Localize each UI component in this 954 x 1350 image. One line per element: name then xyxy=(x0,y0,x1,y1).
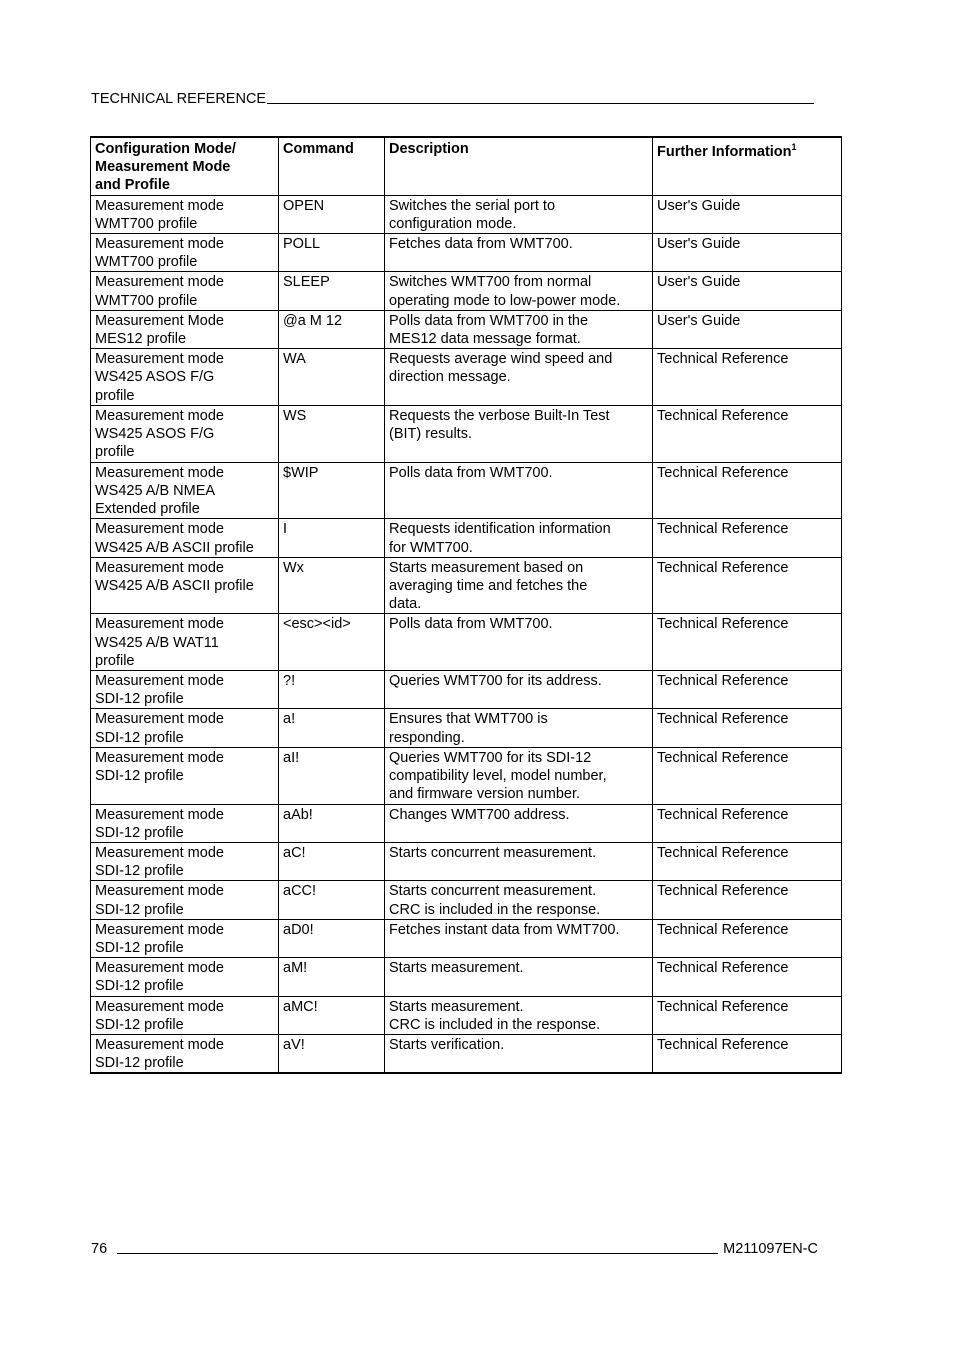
column-header-further-information xyxy=(653,137,842,195)
cell-command: POLL xyxy=(279,234,385,272)
cell-description-line: responding. xyxy=(389,729,465,746)
cell-description xyxy=(385,1034,653,1073)
cell-config-mode xyxy=(91,195,279,233)
table-row xyxy=(91,747,842,804)
cell-config-line: SDI-12 profile xyxy=(95,691,184,708)
header-rule xyxy=(267,103,814,104)
cell-further-information: Technical Reference xyxy=(653,614,842,671)
cell-description-line: Fetches instant data from WMT700. xyxy=(389,921,620,938)
cell-description-line: Changes WMT700 address. xyxy=(389,806,570,823)
cell-description-line: Fetches data from WMT700. xyxy=(389,236,573,253)
cell-config-mode xyxy=(91,519,279,557)
cell-config-line: WS425 ASOS F/G xyxy=(95,369,215,386)
cell-config-mode xyxy=(91,996,279,1034)
cell-further-information: Technical Reference xyxy=(653,349,842,406)
table-row xyxy=(91,996,842,1034)
cell-further-information: Technical Reference xyxy=(653,996,842,1034)
cell-description-line: Switches the serial port to xyxy=(389,197,556,214)
table-row xyxy=(91,405,842,462)
table-row xyxy=(91,195,842,233)
cell-config-mode xyxy=(91,462,279,519)
cell-config-mode xyxy=(91,881,279,919)
cell-config-line: Measurement mode xyxy=(95,711,224,728)
footer-rule xyxy=(117,1253,718,1254)
cell-description-line: for WMT700. xyxy=(389,539,473,556)
cell-command: aI! xyxy=(279,747,385,804)
cell-config-line: WS425 A/B NMEA xyxy=(95,483,216,500)
cell-config-line: Measurement mode xyxy=(95,616,224,633)
cell-description-line: Starts concurrent measurement. xyxy=(389,883,597,900)
cell-further-information: Technical Reference xyxy=(653,804,842,842)
cell-command: aV! xyxy=(279,1034,385,1073)
cell-command: @a M 12 xyxy=(279,310,385,348)
cell-config-line: SDI-12 profile xyxy=(95,824,184,841)
cell-command: I xyxy=(279,519,385,557)
cell-description xyxy=(385,462,653,519)
cell-config-line: Measurement mode xyxy=(95,960,224,977)
cell-command: aCC! xyxy=(279,881,385,919)
cell-description-line: Starts measurement based on xyxy=(389,559,584,576)
cell-config-line: SDI-12 profile xyxy=(95,978,184,995)
table-row xyxy=(91,958,842,996)
cell-description-line: data. xyxy=(389,596,422,613)
command-table-head xyxy=(91,137,842,195)
page-header xyxy=(91,91,814,107)
column-header-config-line: and Profile xyxy=(95,177,170,194)
column-header-command: Command xyxy=(279,137,385,195)
cell-config-mode xyxy=(91,234,279,272)
cell-description xyxy=(385,747,653,804)
table-row xyxy=(91,557,842,614)
cell-further-information: User's Guide xyxy=(653,234,842,272)
cell-config-line: Measurement mode xyxy=(95,197,224,214)
cell-config-line: Measurement mode xyxy=(95,883,224,900)
page-number: 76 xyxy=(91,1241,108,1257)
cell-config-line: SDI-12 profile xyxy=(95,729,184,746)
cell-description-line: Queries WMT700 for its address. xyxy=(389,673,602,690)
cell-config-line: SDI-12 profile xyxy=(95,939,184,956)
cell-config-mode xyxy=(91,958,279,996)
cell-description-line: Ensures that WMT700 is xyxy=(389,711,548,728)
cell-command: WS xyxy=(279,405,385,462)
cell-description xyxy=(385,557,653,614)
cell-config-line: SDI-12 profile xyxy=(95,863,184,880)
cell-config-line: Measurement mode xyxy=(95,998,224,1015)
cell-config-line: profile xyxy=(95,652,135,669)
cell-description-line: Polls data from WMT700 in the xyxy=(389,312,589,329)
cell-config-line: SDI-12 profile xyxy=(95,1016,184,1033)
cell-config-line: profile xyxy=(95,387,135,404)
cell-further-information: Technical Reference xyxy=(653,747,842,804)
cell-further-information: Technical Reference xyxy=(653,958,842,996)
cell-description-line: direction message. xyxy=(389,369,511,386)
cell-config-line: Measurement Mode xyxy=(95,312,224,329)
cell-command: $WIP xyxy=(279,462,385,519)
cell-command: aC! xyxy=(279,842,385,880)
cell-config-mode xyxy=(91,671,279,709)
cell-description xyxy=(385,842,653,880)
cell-description-line: Polls data from WMT700. xyxy=(389,616,553,633)
cell-description-line: Requests identification information xyxy=(389,521,611,538)
cell-description xyxy=(385,234,653,272)
cell-description-line: configuration mode. xyxy=(389,215,517,232)
table-row xyxy=(91,881,842,919)
column-header-further-label: Further Information xyxy=(657,144,792,160)
table-row xyxy=(91,310,842,348)
cell-further-information: User's Guide xyxy=(653,272,842,310)
cell-config-line: Measurement mode xyxy=(95,521,224,538)
cell-description xyxy=(385,349,653,406)
cell-further-information: Technical Reference xyxy=(653,557,842,614)
cell-config-line: WS425 ASOS F/G xyxy=(95,426,215,443)
cell-description-line: Starts concurrent measurement. xyxy=(389,844,597,861)
cell-config-line: WS425 A/B ASCII profile xyxy=(95,539,254,556)
cell-command: WA xyxy=(279,349,385,406)
cell-config-line: SDI-12 profile xyxy=(95,768,184,785)
cell-description-line: operating mode to low-power mode. xyxy=(389,292,621,309)
table-row xyxy=(91,709,842,747)
cell-config-line: Measurement mode xyxy=(95,407,224,424)
cell-config-line: Extended profile xyxy=(95,501,200,518)
cell-config-line: Measurement mode xyxy=(95,1036,224,1053)
cell-config-line: Measurement mode xyxy=(95,844,224,861)
cell-config-mode xyxy=(91,804,279,842)
cell-config-mode xyxy=(91,1034,279,1073)
cell-config-line: WMT700 profile xyxy=(95,215,198,232)
cell-command: OPEN xyxy=(279,195,385,233)
cell-description xyxy=(385,709,653,747)
table-row xyxy=(91,1034,842,1073)
cell-description xyxy=(385,614,653,671)
cell-config-mode xyxy=(91,349,279,406)
cell-description xyxy=(385,519,653,557)
cell-config-mode xyxy=(91,614,279,671)
cell-config-mode xyxy=(91,405,279,462)
cell-config-line: WMT700 profile xyxy=(95,254,198,271)
cell-further-information: User's Guide xyxy=(653,310,842,348)
cell-config-mode xyxy=(91,709,279,747)
column-header-config-line: Configuration Mode/ xyxy=(95,141,236,157)
cell-description xyxy=(385,671,653,709)
cell-description-line: Starts measurement. xyxy=(389,960,524,977)
cell-config-mode xyxy=(91,919,279,957)
cell-description xyxy=(385,310,653,348)
command-table xyxy=(90,136,842,1074)
cell-config-line: Measurement mode xyxy=(95,464,224,481)
cell-description xyxy=(385,272,653,310)
cell-description-line: CRC is included in the response. xyxy=(389,901,601,918)
cell-config-line: Measurement mode xyxy=(95,806,224,823)
cell-config-mode xyxy=(91,310,279,348)
cell-description xyxy=(385,996,653,1034)
cell-config-mode xyxy=(91,557,279,614)
cell-further-information: Technical Reference xyxy=(653,1034,842,1073)
cell-description-line: Polls data from WMT700. xyxy=(389,464,553,481)
table-row xyxy=(91,671,842,709)
cell-description-line: CRC is included in the response. xyxy=(389,1016,601,1033)
cell-command: aD0! xyxy=(279,919,385,957)
cell-further-information: User's Guide xyxy=(653,195,842,233)
cell-description-line: and firmware version number. xyxy=(389,786,580,803)
document-code: M211097EN-C xyxy=(723,1241,818,1257)
cell-description-line: averaging time and fetches the xyxy=(389,578,588,595)
command-table-body xyxy=(91,195,842,1073)
table-row xyxy=(91,842,842,880)
cell-description xyxy=(385,919,653,957)
cell-description xyxy=(385,804,653,842)
cell-description-line: Starts measurement. xyxy=(389,998,524,1015)
cell-config-line: Measurement mode xyxy=(95,559,224,576)
cell-config-line: Measurement mode xyxy=(95,236,224,253)
cell-further-information: Technical Reference xyxy=(653,462,842,519)
cell-config-mode xyxy=(91,747,279,804)
cell-description-line: MES12 data message format. xyxy=(389,331,581,348)
cell-description xyxy=(385,405,653,462)
cell-command: Wx xyxy=(279,557,385,614)
cell-config-line: SDI-12 profile xyxy=(95,1055,184,1072)
cell-description-line: Requests the verbose Built-In Test xyxy=(389,407,610,424)
cell-config-line: WS425 A/B ASCII profile xyxy=(95,578,254,595)
cell-description-line: compatibility level, model number, xyxy=(389,768,607,785)
header-row xyxy=(91,137,842,195)
column-header-config-line: Measurement Mode xyxy=(95,159,231,176)
cell-further-information: Technical Reference xyxy=(653,405,842,462)
cell-further-information: Technical Reference xyxy=(653,671,842,709)
cell-config-line: Measurement mode xyxy=(95,749,224,766)
cell-description-line: Switches WMT700 from normal xyxy=(389,274,592,291)
header-title: TECHNICAL REFERENCE xyxy=(91,91,267,107)
cell-config-line: SDI-12 profile xyxy=(95,901,184,918)
cell-description-line: (BIT) results. xyxy=(389,426,472,443)
cell-description-line: Queries WMT700 for its SDI-12 xyxy=(389,749,592,766)
cell-config-line: WMT700 profile xyxy=(95,292,198,309)
cell-command: aM! xyxy=(279,958,385,996)
cell-further-information: Technical Reference xyxy=(653,919,842,957)
cell-config-mode xyxy=(91,842,279,880)
cell-description xyxy=(385,195,653,233)
cell-config-line: WS425 A/B WAT11 xyxy=(95,634,219,651)
cell-further-information: Technical Reference xyxy=(653,881,842,919)
table-row xyxy=(91,349,842,406)
cell-command: SLEEP xyxy=(279,272,385,310)
column-header-description: Description xyxy=(385,137,653,195)
cell-command: ?! xyxy=(279,671,385,709)
cell-command: a! xyxy=(279,709,385,747)
table-row xyxy=(91,272,842,310)
cell-config-line: Measurement mode xyxy=(95,351,224,368)
cell-description xyxy=(385,881,653,919)
cell-further-information: Technical Reference xyxy=(653,519,842,557)
cell-further-information: Technical Reference xyxy=(653,842,842,880)
cell-config-line: Measurement mode xyxy=(95,921,224,938)
cell-description-line: Requests average wind speed and xyxy=(389,351,613,368)
cell-config-mode xyxy=(91,272,279,310)
table-row xyxy=(91,462,842,519)
cell-config-line: MES12 profile xyxy=(95,331,187,348)
table-row xyxy=(91,804,842,842)
cell-command: aAb! xyxy=(279,804,385,842)
cell-command: <esc><id> xyxy=(279,614,385,671)
page-footer xyxy=(91,1241,818,1257)
cell-config-line: profile xyxy=(95,444,135,461)
cell-command: aMC! xyxy=(279,996,385,1034)
table-row xyxy=(91,519,842,557)
footnote-marker: 1 xyxy=(791,142,797,152)
table-row xyxy=(91,234,842,272)
cell-config-line: Measurement mode xyxy=(95,274,224,291)
cell-further-information: Technical Reference xyxy=(653,709,842,747)
table-row xyxy=(91,614,842,671)
cell-description-line: Starts verification. xyxy=(389,1036,505,1053)
cell-config-line: Measurement mode xyxy=(95,673,224,690)
table-row xyxy=(91,919,842,957)
cell-description xyxy=(385,958,653,996)
column-header-config xyxy=(91,137,279,195)
